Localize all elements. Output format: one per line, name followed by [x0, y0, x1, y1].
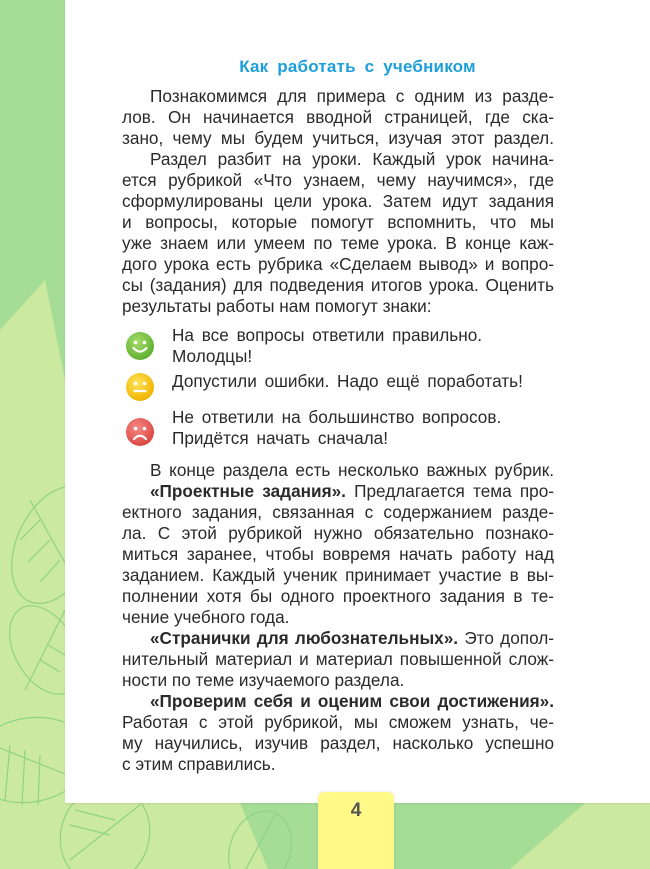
text-line: чение учебного года. [122, 607, 290, 627]
text-line: ла. С этой рубрикой нужно обязательно познако- [122, 523, 554, 543]
text-line: сы (задания) для подведения итогов урока. Оценить [122, 275, 554, 295]
text-line: нительный материал и материал повышенной слож- [122, 649, 554, 669]
text-line: и вопросы, которые помогут вспомнить, что мы [122, 212, 554, 232]
sign-text-line: Придётся начать сначала! [172, 428, 389, 448]
page-number-badge [318, 792, 394, 869]
text-line: ектного задания, связанная с содержанием разде- [122, 502, 554, 522]
text-fragment: Это допол- [464, 628, 554, 648]
text-line: сформулированы цели урока. Затем идут задания [122, 191, 554, 211]
rubric-heading-project: «Проектные задания». [150, 481, 346, 501]
text-line: дого урока есть рубрика «Сделаем вывод» и вопро- [122, 254, 554, 274]
rubric-heading-curious: «Странички для любознательных». [150, 628, 459, 648]
text-line: ности по теме изучаемого раздела. [122, 670, 405, 690]
text-line: Работая с этой рубрикой, мы сможем узнать, че- [122, 712, 554, 732]
sign-text [172, 325, 482, 367]
sign-text [172, 407, 501, 449]
sign-item-good [125, 322, 595, 369]
sign-text-line: Не ответили на большинство вопросов. [172, 407, 502, 427]
text-line: полнении хотя бы одного проектного задания в те- [122, 586, 554, 606]
text-line: лов. Он начинается вводной страницей, где ска- [122, 107, 554, 127]
sign-text [172, 371, 523, 392]
text-line: уже знаем или умеем по теме урока. В конце каж- [122, 233, 554, 253]
sign-text-line: Молодцы! [172, 346, 253, 366]
page-title: Как работать с учебником [239, 57, 476, 76]
text-line: миться заранее, чтобы вовремя начать работу над [122, 544, 554, 564]
sign-text-line: На все вопросы ответили правильно. [172, 325, 483, 345]
sign-item-bad [125, 407, 595, 449]
text-line: В конце раздела есть несколько важных рубрик. [150, 460, 554, 480]
page-number: 4 [350, 800, 362, 821]
text-line: Раздел разбит на уроки. Каждый урок начина- [150, 149, 554, 169]
intro-paragraph [122, 86, 554, 317]
smiley-green-icon [125, 331, 155, 361]
rubric-project-first-line [122, 481, 554, 502]
text-line: зано, чему мы будем учиться, изучая этот раздел. [122, 128, 554, 148]
sign-item-ok [125, 369, 595, 407]
evaluation-signs-list [125, 322, 595, 449]
rubric-curious-first-line [122, 628, 554, 649]
text-line: ется рубрикой «Что узнаем, чему научимся», где [122, 170, 554, 190]
text-line: му научились, изучив раздел, насколько успешно [122, 733, 554, 753]
text-fragment: Предлагается тема про- [354, 481, 554, 501]
sad-red-icon [125, 417, 155, 447]
neutral-yellow-icon [125, 372, 155, 402]
leaf-icon [218, 802, 302, 869]
textbook-page [65, 0, 650, 803]
rubric-heading-check: «Проверим себя и оценим свои достижения». [150, 691, 554, 711]
text-line: результаты работы нам помогут знаки: [122, 296, 432, 316]
text-line: Познакомимся для примера с одним из разде- [150, 86, 554, 106]
sign-text-line: Допустили ошибки. Надо ещё поработать! [172, 371, 523, 391]
text-line: заданием. Каждый ученик принимает участие в вы- [122, 565, 554, 585]
rubrics-section [122, 460, 554, 775]
text-line: с этим справились. [122, 754, 276, 774]
